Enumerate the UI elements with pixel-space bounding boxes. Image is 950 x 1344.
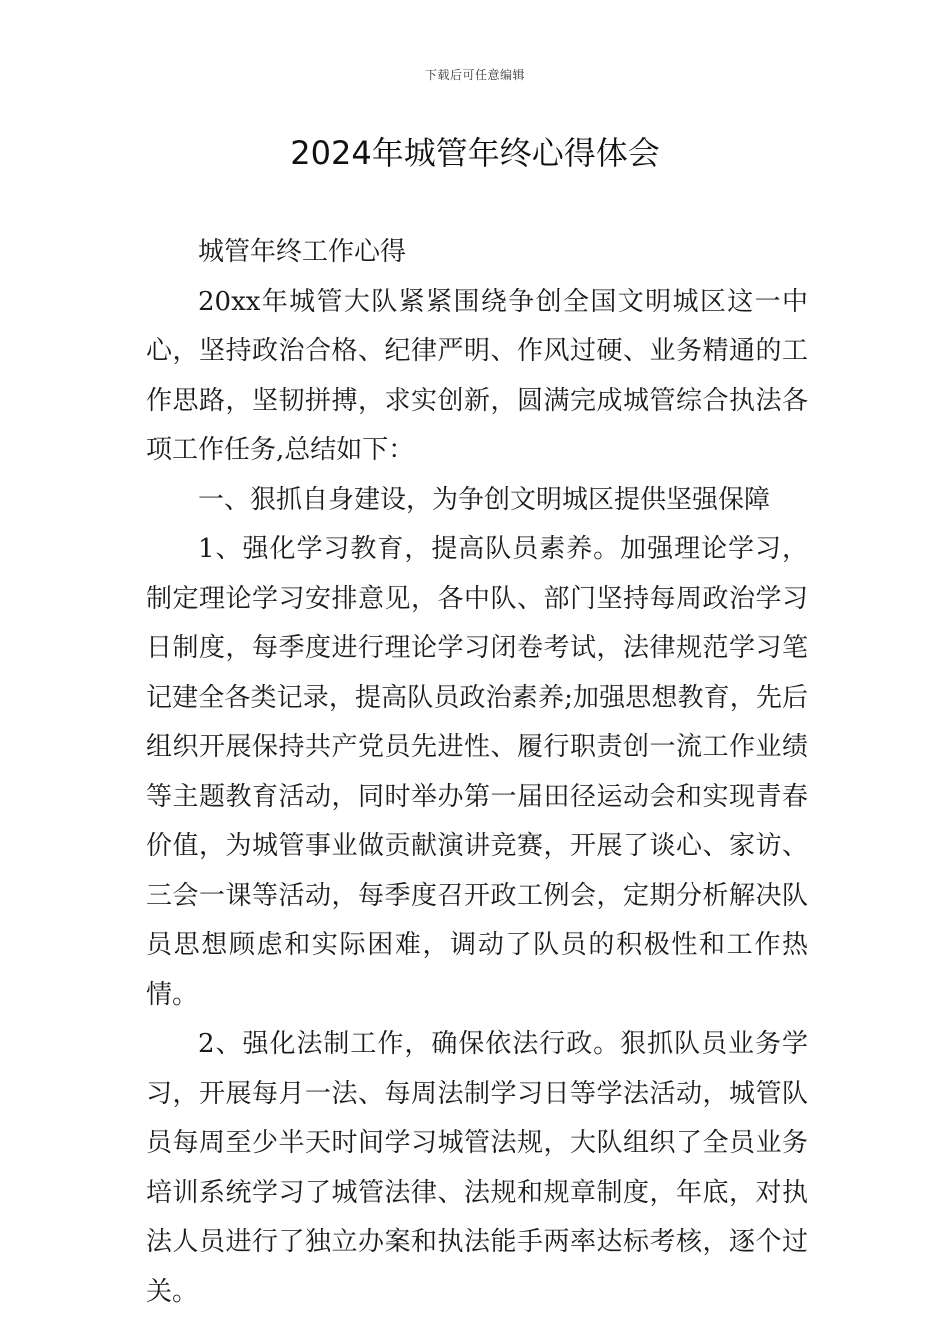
document-title: 2024年城管年终心得体会 bbox=[290, 134, 660, 172]
paragraph-item-2: 2、强化法制工作，确保依法行政。狠抓队员业务学习，开展每月一法、每周法制学习日等学法活动，城管队员每周至少半天时间学习城管法规，大队组织了全员业务培训系统学习了城管法律、法规和规章制度，年底，对执法人员进行了独立办案和执法能手两率达标考核，逐个过关。 bbox=[146, 1029, 808, 1307]
paragraph-heading-1: 一、狠抓自身建设，为争创文明城区提供坚强保障 bbox=[198, 484, 771, 515]
document-body bbox=[146, 228, 808, 1317]
header-note: 下载后可任意编辑 bbox=[424, 68, 525, 82]
section-heading: 城管年终工作心得 bbox=[198, 237, 407, 267]
paragraph-item-1: 1、强化学习教育，提高队员素养。加强理论学习，制定理论学习安排意见，各中队、部门坚持每周政治学习日制度，每季度进行理论学习闭卷考试，法律规范学习笔记建全各类记录，提高队员政治素养;加强思想教育，先后组织开展保持共产党员先进性、履行职责创一流工作业绩等主题教育活动，同时举办第一届田径运动会和实现青春价值，为城管事业做贡献演讲竞赛，开展了谈心、家访、三会一课等活动，每季度召开政工例会，定期分析解决队员思想顾虑和实际困难，调动了队员的积极性和工作热情。 bbox=[146, 534, 808, 1010]
paragraph-intro: 20xx年城管大队紧紧围绕争创全国文明城区这一中心，坚持政治合格、纪律严明、作风过硬、业务精通的工作思路，坚韧拼搏，求实创新，圆满完成城管综合执法各项工作任务,总结如下： bbox=[146, 286, 808, 465]
